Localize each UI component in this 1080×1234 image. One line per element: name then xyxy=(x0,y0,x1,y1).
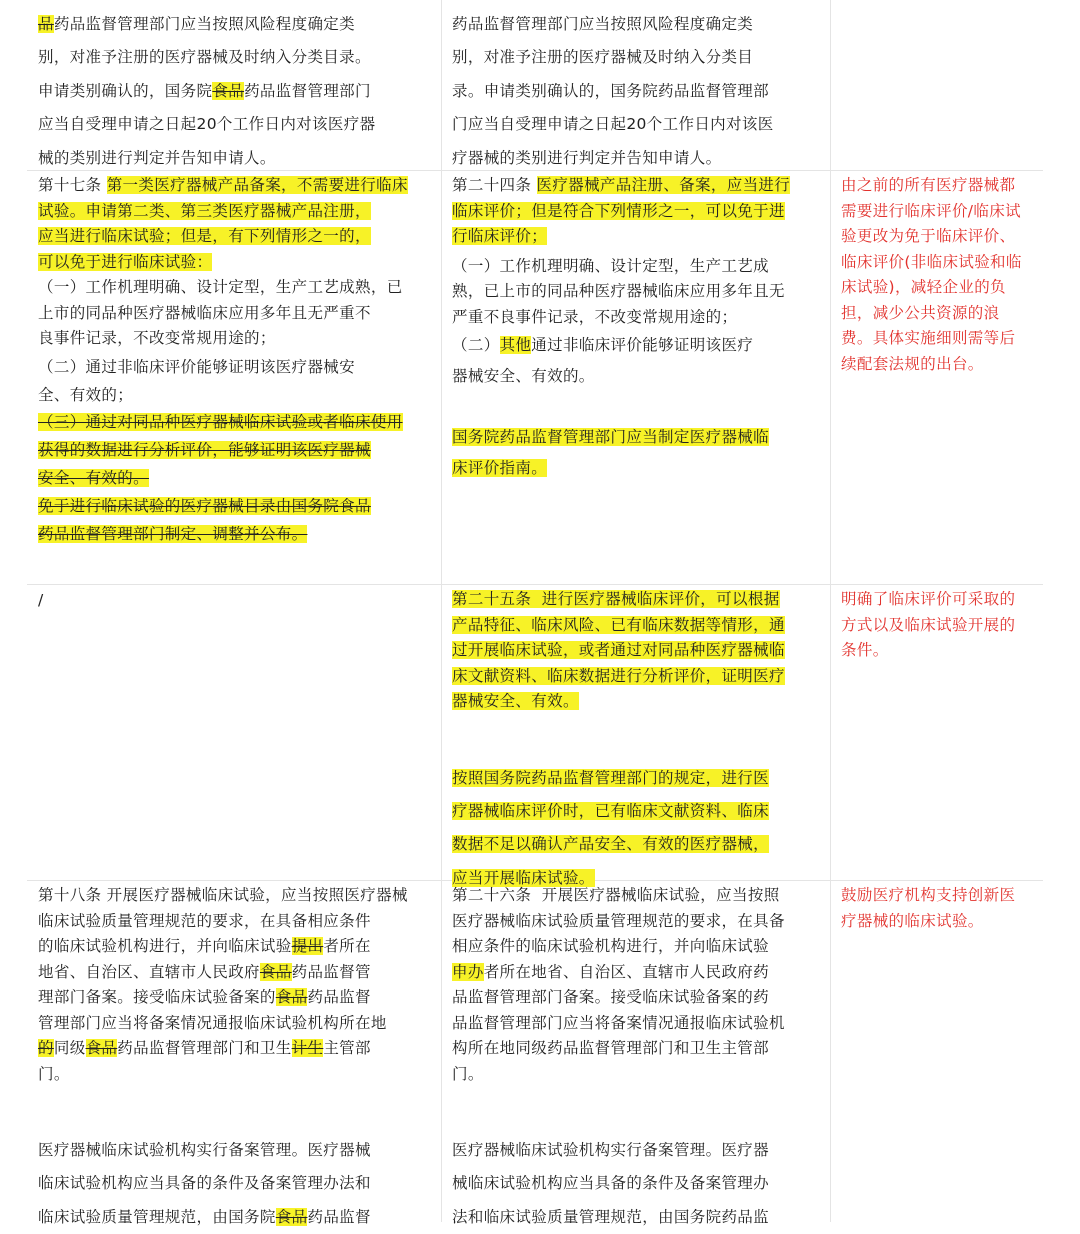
text-line xyxy=(452,224,826,250)
highlighted-text: 第二十五条 进行医疗器械临床评价，可以根据 xyxy=(452,590,780,608)
highlighted-text: 申办 xyxy=(452,962,484,981)
highlighted-text: 过开展临床试验，或者通过对同品种医疗器械临 xyxy=(452,641,785,659)
note-line: 方式以及临床试验开展的 xyxy=(841,615,1016,634)
new-text-cell xyxy=(442,0,831,170)
table-row xyxy=(27,171,1043,585)
highlighted-text: 试验。申请第二类、第三类医疗器械产品注册， xyxy=(38,201,371,220)
text: 的临床试验机构进行，并向临床试验 xyxy=(38,937,292,955)
note-line: 验更改为免于临床评价、 xyxy=(841,227,1016,245)
text: 同级 xyxy=(53,1039,86,1057)
deleted-text: 获得的数据进行分析评价，能够证明该医疗器械 xyxy=(38,441,371,459)
text: 药品监督管理部门和卫生 xyxy=(117,1039,292,1057)
deleted-text: 食品 xyxy=(275,1207,308,1226)
text-line xyxy=(38,1036,433,1062)
text-line xyxy=(452,638,826,664)
text-line: 良事件记录，不改变常规用途的； xyxy=(38,329,276,347)
highlighted-text: 行临床评价； xyxy=(452,227,548,245)
note-line: 费。具体实施细则需等后 xyxy=(841,329,1016,347)
text-line xyxy=(452,173,826,199)
text-line xyxy=(38,224,433,250)
old-text-cell xyxy=(27,585,442,880)
highlighted-text: 床评价指南。 xyxy=(452,459,548,477)
deleted-text: 免于进行临床试验的医疗器械目录由国务院食品 xyxy=(38,497,371,515)
note-line: 临床评价(非临床试验和临 xyxy=(841,252,1022,271)
old-text-cell xyxy=(27,0,442,170)
text-line: 构所在地同级药品监督管理部门和卫生主管部 xyxy=(452,1039,770,1057)
deleted-text: 食品 xyxy=(85,1039,118,1057)
text: 临床试验质量管理规范，由国务院 xyxy=(38,1207,276,1226)
note-line: 需要进行临床评价/临床试 xyxy=(841,201,1021,220)
text: 者所在 xyxy=(323,937,371,955)
text-line xyxy=(452,664,826,690)
highlighted-text: 国务院药品监督管理部门应当制定医疗器械临 xyxy=(452,428,770,446)
text: 药品监督管 xyxy=(291,962,371,981)
text-line xyxy=(38,1201,433,1234)
note-line: 疗器械的临床试验。 xyxy=(841,911,984,930)
text-line xyxy=(38,934,433,960)
text-line xyxy=(38,8,433,41)
note-line: 由之前的所有医疗器械都 xyxy=(841,176,1016,194)
old-text-cell xyxy=(27,881,442,1226)
text-line xyxy=(38,492,433,520)
deleted-text: 计生 xyxy=(291,1039,324,1057)
new-text-cell xyxy=(442,585,831,887)
text-line xyxy=(452,960,826,986)
text-line: 医疗器械临床试验机构实行备案管理。医疗器械 xyxy=(38,1141,371,1159)
text-line xyxy=(38,408,433,436)
text-line xyxy=(452,422,826,453)
text-line: 第十八条 开展医疗器械临床试验，应当按照医疗器械 xyxy=(38,886,408,904)
text: 者所在地省、自治区、直辖市人民政府药 xyxy=(483,962,770,981)
text: 药品监督 xyxy=(307,1207,371,1226)
article-number: 第十七条 xyxy=(38,176,107,194)
text-line: 临床试验质量管理规范的要求，在具备相应条件 xyxy=(38,911,371,930)
text-line xyxy=(38,960,433,986)
text-line: 药品监督管理部门应当按照风险程度确定类 xyxy=(452,15,754,33)
text-line: 器械安全、有效的。 xyxy=(452,367,595,385)
table-row xyxy=(27,0,1043,171)
text-line: 录。申请类别确认的，国务院药品监督管理部 xyxy=(452,81,770,100)
text: 主管部 xyxy=(323,1039,371,1057)
text-line xyxy=(38,464,433,492)
deleted-text: 安全、有效的。 xyxy=(38,469,149,487)
text-line: 全、有效的； xyxy=(38,385,134,404)
deleted-text: 提出 xyxy=(291,937,324,955)
text-line: 械的类别进行判定并告知申请人。 xyxy=(38,148,276,167)
text: 通过非临床评价能够证明该医疗 xyxy=(531,336,754,354)
text-line: 品监督管理部门备案。接受临床试验备案的药 xyxy=(452,988,770,1006)
deleted-text: 的 xyxy=(38,1039,54,1057)
note-line: 明确了临床评价可采取的 xyxy=(841,590,1016,608)
table-row xyxy=(27,881,1043,1226)
text: 药品监督 xyxy=(307,988,371,1006)
text-line xyxy=(38,436,433,464)
text-line: 法和临床试验质量管理规范，由国务院药品监 xyxy=(452,1207,770,1226)
text-line: 品监督管理部门应当将备案情况通报临床试验机 xyxy=(452,1013,785,1032)
text-line: 上市的同品种医疗器械临床应用多年且无严重不 xyxy=(38,303,371,322)
text-line xyxy=(38,199,433,225)
note-line: 鼓励医疗机构支持创新医 xyxy=(841,886,1016,904)
text-line: 医疗器械临床试验质量管理规范的要求，在具备 xyxy=(452,911,785,930)
text-line: 医疗器械临床试验机构实行备案管理。医疗器 xyxy=(452,1141,770,1159)
text-line xyxy=(38,173,433,199)
highlighted-text: 按照国务院药品监督管理部门的规定，进行医 xyxy=(452,768,770,787)
note-line: 条件。 xyxy=(841,641,889,659)
text-line: （一）工作机理明确、设计定型，生产工艺成熟，已 xyxy=(38,278,403,296)
text-line: 别，对准予注册的医疗器械及时纳入分类目录。 xyxy=(38,48,371,67)
deleted-text: 食品 xyxy=(259,962,292,981)
text-line xyxy=(452,330,826,361)
text-line: 疗器械的类别进行判定并告知申请人。 xyxy=(452,148,722,167)
text-line xyxy=(452,828,826,861)
note-line: 床试验)，减轻企业的负 xyxy=(841,278,1006,296)
text-line xyxy=(452,453,826,484)
highlighted-text: 其他 xyxy=(499,336,532,354)
deleted-text: 食品 xyxy=(275,988,308,1006)
highlighted-text: 床文献资料、临床数据进行分析评价，证明医疗 xyxy=(452,666,785,685)
text-line xyxy=(452,689,826,715)
note-cell xyxy=(831,585,1043,880)
text-line xyxy=(38,520,433,548)
text-line: 应当自受理申请之日起20个工作日内对该医疗器 xyxy=(38,115,376,134)
note-cell xyxy=(831,881,1043,1222)
highlighted-text: 产品特征、临床风险、已有临床数据等情形，通 xyxy=(452,615,785,634)
spacer xyxy=(452,392,826,422)
spacer xyxy=(38,1087,433,1134)
deleted-text: 药品监督管理部门制定、调整并公布。 xyxy=(38,525,308,543)
text-line xyxy=(452,587,826,613)
text-line: 第二十六条 开展医疗器械临床试验，应当按照 xyxy=(452,886,780,904)
spacer xyxy=(452,1087,826,1134)
text-line xyxy=(452,199,826,225)
deleted-text: 品 xyxy=(38,15,54,33)
text-line: 临床试验机构应当具备的条件及备案管理办法和 xyxy=(38,1174,371,1193)
text-line xyxy=(452,795,826,828)
text-line: 门应当自受理申请之日起20个工作日内对该医 xyxy=(452,115,774,134)
text-line xyxy=(38,250,433,276)
deleted-text: 食品 xyxy=(212,81,245,100)
text-line: 门。 xyxy=(452,1064,484,1083)
text-line: / xyxy=(38,591,44,609)
text-line: 门。 xyxy=(38,1064,70,1083)
note-cell xyxy=(831,171,1043,584)
highlighted-text: 临床评价；但是符合下列情形之一，可以免于进 xyxy=(452,201,785,220)
highlighted-text: 医疗器械产品注册、备案，应当进行 xyxy=(536,176,791,194)
new-text-cell xyxy=(442,881,831,1226)
text: 理部门备案。接受临床试验备案的 xyxy=(38,988,276,1006)
note-line: 担，减少公共资源的浪 xyxy=(841,303,1000,322)
text: 药品监督管理部门应当按照风险程度确定类 xyxy=(53,15,356,33)
highlighted-text: 疗器械临床评价时，已有临床文献资料、临床 xyxy=(452,801,770,820)
text-line xyxy=(38,985,433,1011)
text-line: 严重不良事件记录，不改变常规用途的； xyxy=(452,307,738,326)
highlighted-text: 器械安全、有效。 xyxy=(452,692,579,710)
table-row xyxy=(27,585,1043,887)
new-text-cell xyxy=(442,171,831,584)
text-line xyxy=(452,762,826,795)
highlighted-text: 应当开展临床试验。 xyxy=(452,868,595,887)
text-line xyxy=(38,75,433,108)
text: 地省、自治区、直辖市人民政府 xyxy=(38,962,260,981)
highlighted-text: 第一类医疗器械产品备案，不需要进行临床 xyxy=(106,176,408,194)
old-text-cell xyxy=(27,171,442,584)
deleted-text: （三）通过对同品种医疗器械临床试验或者临床使用 xyxy=(38,413,403,431)
text: （二） xyxy=(452,336,500,354)
text-line xyxy=(452,613,826,639)
text-line: 熟，已上市的同品种医疗器械临床应用多年且无 xyxy=(452,282,785,300)
text-line: 别，对准予注册的医疗器械及时纳入分类目 xyxy=(452,48,754,67)
text: 药品监督管理部门 xyxy=(244,81,371,100)
article-number: 第二十四条 xyxy=(452,176,537,194)
highlighted-text: 数据不足以确认产品安全、有效的医疗器械， xyxy=(452,835,770,854)
note-cell xyxy=(831,0,1043,170)
highlighted-text: 可以免于进行临床试验： xyxy=(38,252,213,271)
text-line: （一）工作机理明确、设计定型，生产工艺成 xyxy=(452,256,770,275)
text-line: （二）通过非临床评价能够证明该医疗器械安 xyxy=(38,357,356,376)
text: 申请类别确认的，国务院 xyxy=(38,81,213,100)
text-line: 相应条件的临床试验机构进行，并向临床试验 xyxy=(452,937,770,955)
text-line: 管理部门应当将备案情况通报临床试验机构所在地 xyxy=(38,1013,387,1032)
highlighted-text: 应当进行临床试验；但是，有下列情形之一的， xyxy=(38,227,371,245)
text-line: 械临床试验机构应当具备的条件及备案管理办 xyxy=(452,1174,770,1193)
spacer xyxy=(452,715,826,762)
note-line: 续配套法规的出台。 xyxy=(841,354,984,373)
